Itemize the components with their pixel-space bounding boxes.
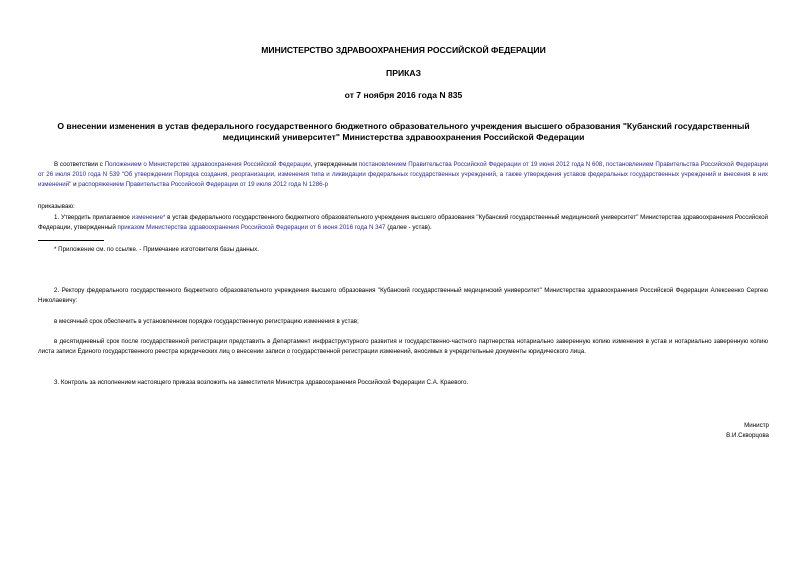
amendment-link[interactable]: изменение* xyxy=(131,214,166,221)
item-2a-paragraph: в месячный срок обеспечить в установленном порядке государственную регистрацию изменения в устав; xyxy=(54,318,359,325)
page-title: О внесении изменения в устав федерального государственного бюджетного образовательного учреждения высшего образования "Кубанский государственный медицинский университет" Министерства здравоохранения Российской Федерации xyxy=(57,121,750,142)
doc-type-heading: ПРИКАЗ xyxy=(386,68,421,78)
item-3-paragraph: 3. Контроль за исполнением настоящего приказа возложить на заместителя Министра здравоохранения Российской Федерации С.А. Краевого. xyxy=(54,379,469,386)
order-347-link[interactable]: приказом Министерства здравоохранения Российской Федерации от 6 июня 2016 года N 347 xyxy=(117,224,386,231)
preamble-text-2: , утвержденным xyxy=(310,161,359,168)
resolution-608-link[interactable]: постановлением Правительства Российской Федерации от 19 июня 2012 года N 608 xyxy=(358,161,603,168)
item-1-text-2: в устав федерального государственного бюджетного образовательного учреждения высшего образования "Кубанский государственный медицинский университет" Министерства здравоохранения Российской Федерации, утвержденный xyxy=(38,214,768,231)
signature-name: В.И.Скворцова xyxy=(726,432,769,439)
item-2-paragraph: 2. Ректору федерального государственного бюджетного образовательного учреждения высшего образования "Кубанский государственный медицинский университет" Министерства здравоохранения Российской Федерации Алексеенко Сергею Николаевичу: xyxy=(38,287,768,304)
date-number-heading: от 7 ноября 2016 года N 835 xyxy=(344,90,463,100)
order-word: приказываю: xyxy=(38,203,75,210)
footnote-divider xyxy=(38,240,104,241)
ministry-heading: МИНИСТЕРСТВО ЗДРАВООХРАНЕНИЯ РОССИЙСКОЙ ФЕДЕРАЦИИ xyxy=(261,45,546,55)
preamble-text-1: В соответствии с xyxy=(54,161,105,168)
footnote: * Приложение см. по ссылке. - Примечание изготовителя базы данных. xyxy=(54,246,259,253)
signature-position: Министр xyxy=(744,422,769,429)
preamble-paragraph xyxy=(38,160,768,190)
preamble-text-3: , xyxy=(602,161,606,168)
preamble-text-4: и xyxy=(71,181,79,188)
item-1-text-3: (далее - устав). xyxy=(385,224,432,231)
item-1-text-1: 1. Утвердить прилагаемое xyxy=(54,214,132,221)
item-1-paragraph xyxy=(38,213,768,233)
regulation-link[interactable]: Положением о Министерстве здравоохранения Российской Федерации xyxy=(104,161,311,168)
resolution-539-link[interactable]: постановлением Правительства Российской Федерации от 26 июля 2010 года N 539 "Об утверждении Порядка создания, реорганизации, изменения типа и ликвидации федеральных государственных учреждений, а также утверждения уставов федеральных государственных учреждений и внесения в них изменений" xyxy=(38,161,768,188)
order-1286-link[interactable]: распоряжением Правительства Российской Федерации от 19 июля 2012 года N 1286-р xyxy=(78,181,329,188)
item-2b-paragraph: в десятидневный срок после государственной регистрации представить в Департамент инфраструктурного развития и государственно-частного партнерства нотариально заверенную копию изменения в устав и нотариально заверенную копию листа записи Единого государственного реестра юридических лиц о внесении записи о государственной регистрации изменений, вносимых в учредительные документы юридического лица. xyxy=(38,338,768,355)
